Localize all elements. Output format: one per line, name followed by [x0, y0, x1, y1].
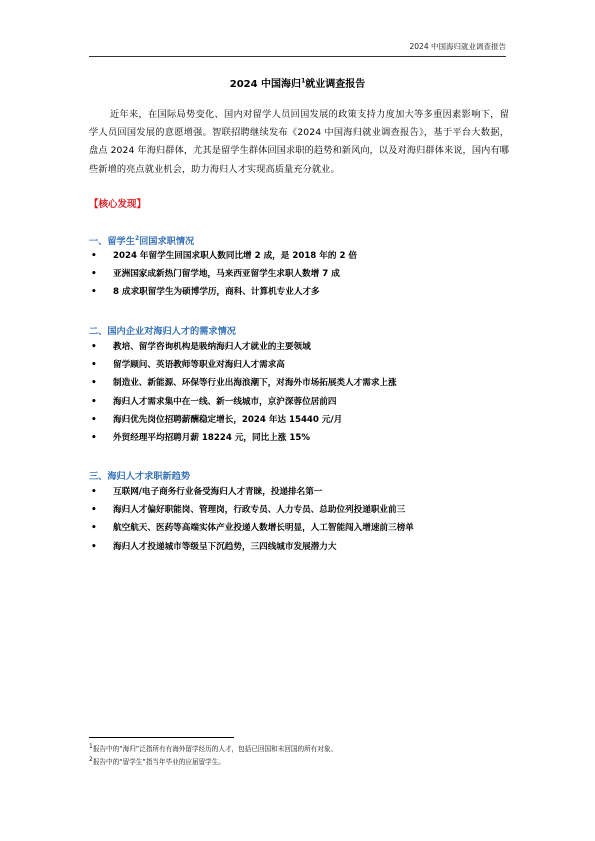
bullet-icon: • [91, 269, 97, 280]
list-item [89, 483, 519, 501]
bullet-icon: • [91, 487, 97, 497]
bullet-icon: • [91, 360, 97, 371]
intro-paragraph: 近年来，在国际局势变化、国内对留学人员回国发展的政策支持力度加大等多重因素影响下，留学人员回国发展的意愿增强。智联招聘继续发布《2024 中国海归就业调查报告》，基于平台大数据，盘点 2024 年海归群体，尤其是留学生群体回国求职的趋势和新风向，以及对海归群体来说，国内有哪些新增的亮点就业机会，助力海归人才实现高质量充分就业。 [89, 109, 509, 175]
bullet-icon: • [91, 414, 97, 425]
footnote-1-mark: 1 [89, 742, 93, 750]
list-item-text: 教培、留学咨询机构是吸纳海归人才就业的主要领域 [113, 342, 311, 352]
bullet-icon: • [91, 287, 97, 298]
section-3-list [89, 483, 519, 556]
footnote-1 [89, 743, 337, 753]
section-1-heading-pre: 一、留学生 [89, 236, 135, 247]
section-1-heading [89, 233, 194, 247]
section-1-footnote-ref[interactable]: 2 [134, 234, 140, 242]
list-item-text: 海归人才需求集中在一线、新一线城市，京沪深蓉位居前四 [113, 396, 337, 407]
list-item-text: 亚洲国家成新热门留学地，马来西亚留学生求职人数增 7 成 [113, 269, 340, 280]
title-rest: 就业调查报告 [305, 79, 366, 90]
list-item-text: 外贸经理平均招聘月薪 18224 元，同比上涨 15% [113, 433, 310, 444]
list-item-text: 海归人才偏好职能岗、管理岗，行政专员、人力专员、总助位列投递职业前三 [113, 505, 406, 516]
list-item [89, 356, 519, 374]
bullet-icon: • [91, 396, 97, 407]
list-item [89, 338, 519, 356]
bullet-icon: • [91, 342, 97, 352]
list-item-text: 制造业、新能源、环保等行业出海浪潮下，对海外市场拓展类人才需求上涨 [113, 378, 397, 389]
footnote-divider [89, 737, 234, 738]
list-item-text: 2024 年留学生回国求职人数同比增 2 成，是 2018 年的 2 倍 [113, 251, 358, 261]
list-item-text: 海归人才投递城市等级呈下沉趋势，三四线城市发展潜力大 [113, 541, 337, 552]
section-1-list [89, 247, 519, 302]
list-item [89, 538, 519, 556]
list-item-text: 海归优先岗位招聘薪酬稳定增长，2024 年达 15440 元/月 [113, 414, 343, 425]
list-item-text: 航空航天、医药等高端实体产业投递人数增长明显，人工智能闯入增速前三榜单 [113, 523, 414, 534]
list-item [89, 283, 519, 301]
list-item [89, 411, 519, 429]
list-item [89, 265, 519, 283]
footnote-2-text: 报告中的“留学生”指当年毕业的应届留学生。 [92, 758, 225, 766]
bullet-icon: • [91, 378, 97, 389]
list-item [89, 519, 519, 537]
footnote-2 [89, 756, 225, 766]
list-item [89, 374, 519, 392]
bullet-icon: • [91, 541, 97, 552]
list-item [89, 393, 519, 411]
section-1-heading-post: 回国求职情况 [139, 236, 195, 247]
list-item-text: 互联网/电子商务行业备受海归人才青睐，投递排名第一 [113, 487, 323, 497]
running-header: 2024 中国海归就业调查报告 [89, 41, 506, 57]
bullet-icon: • [91, 523, 97, 534]
bullet-icon: • [91, 251, 97, 261]
list-item [89, 501, 519, 519]
list-item [89, 429, 519, 447]
section-3-heading: 三、海归人才求职新趋势 [89, 471, 191, 482]
title-footnote-ref[interactable]: 1 [301, 77, 306, 85]
list-item-text: 留学顾问、英语教师等职业对海归人才需求高 [113, 360, 285, 371]
bullet-icon: • [91, 505, 97, 516]
list-item [89, 247, 519, 265]
bullet-icon: • [91, 433, 97, 444]
core-findings-heading: 【核心发现】 [89, 199, 147, 210]
title-main: 2024 中国海归 [229, 79, 302, 90]
report-title [0, 75, 595, 90]
footnote-2-mark: 2 [89, 755, 93, 763]
section-2-list [89, 338, 519, 447]
footnote-1-text: 报告中的“海归”泛指所有有海外留学经历的人才，包括已回国和未回国的所有对象。 [92, 745, 338, 753]
list-item-text: 8 成求职留学生为硕博学历，商科、计算机专业人才多 [113, 287, 320, 298]
section-2-heading: 二、国内企业对海归人才的需求情况 [89, 326, 236, 337]
